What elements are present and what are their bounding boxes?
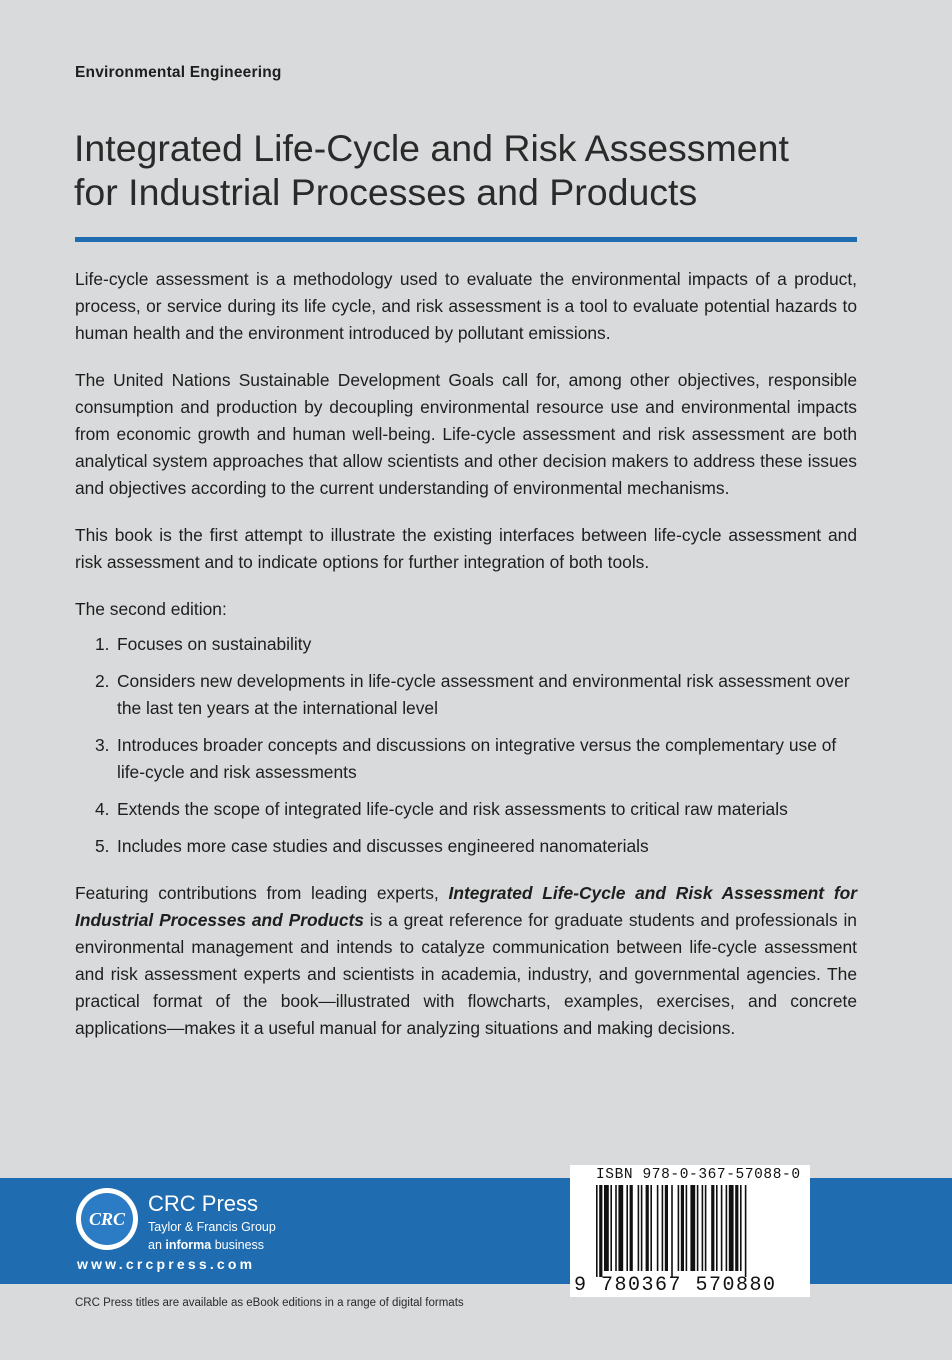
business-suffix: business — [211, 1238, 265, 1252]
barcode-bar — [711, 1185, 714, 1271]
barcode-bar — [638, 1185, 640, 1271]
business-name: informa — [165, 1238, 212, 1252]
barcode-bar — [726, 1185, 728, 1271]
barcode-bar — [626, 1185, 628, 1271]
list-item-number: 3. — [95, 735, 110, 755]
publisher-name: CRC Press — [148, 1191, 259, 1216]
business-prefix: an — [148, 1238, 166, 1252]
title-line-2: for Industrial Processes and Products — [74, 171, 698, 213]
barcode-digits: 9 780367 570880 — [574, 1274, 777, 1297]
list-item-text: Extends the scope of integrated life-cycle and risk assessments to critical raw materials — [117, 799, 788, 819]
barcode-bar — [678, 1185, 680, 1271]
list-intro: The second edition: — [75, 599, 227, 619]
barcode-bar — [681, 1185, 684, 1271]
barcode-bar — [650, 1185, 652, 1271]
paragraph-sdg: The United Nations Sustainable Development Goals call for, among other objectives, responsible consumption and production by decoupling environmental resource use and environmental impacts from economic growth and human well-being. Life-cycle assessment and risk assessment are both analytical system approaches that allow scientists and other decision makers to address these issues and objectives according to the current understanding of environmental mechanisms. — [75, 370, 857, 498]
barcode-bar — [690, 1185, 695, 1271]
list-item — [75, 668, 857, 722]
list-item-number: 1. — [95, 634, 110, 654]
list-item — [75, 631, 857, 658]
list-item-number: 2. — [95, 671, 110, 691]
barcode-bar — [686, 1185, 688, 1271]
list-item-text: Includes more case studies and discusses engineered nanomaterials — [117, 836, 649, 856]
ebook-availability-note: CRC Press titles are available as eBook editions in a range of digital formats — [75, 1297, 464, 1309]
list-item — [75, 732, 857, 786]
barcode-bar — [697, 1185, 699, 1271]
description — [75, 266, 857, 1062]
book-title — [74, 126, 874, 214]
barcode-bar — [671, 1185, 673, 1277]
barcode-bar — [729, 1185, 734, 1271]
barcode-bar — [745, 1185, 747, 1277]
barcode-bar — [604, 1185, 609, 1271]
publisher-group: Taylor & Francis Group — [148, 1220, 276, 1234]
closing-book-title: Integrated Life-Cycle and Risk Assessment for Industrial Processes and Products — [75, 883, 857, 930]
isbn-barcode — [570, 1165, 810, 1297]
paragraph-purpose: This book is the first attempt to illustrate the existing interfaces between life-cycle assessment and risk assessment and to indicate options for further integration of both tools. — [75, 525, 857, 572]
title-divider — [75, 237, 857, 242]
barcode-bar — [641, 1185, 643, 1271]
barcode-bar — [721, 1185, 723, 1271]
barcode-bar — [618, 1185, 623, 1271]
list-item-text: Introduces broader concepts and discussions on integrative versus the complementary use of life-cycle and risk assessments — [117, 735, 837, 782]
closing-text-after: is a great reference for graduate students and professionals in environmental management and intends to catalyze communication between life-cycle assessment and risk assessment experts and scientists in academia, industry, and governmental agencies. The practical format of the book—illustrated with flowcharts, examples, exercises, and concrete applications—makes it a useful manual for analyzing situations and making decisions. — [75, 910, 857, 1038]
list-item-number: 5. — [95, 836, 110, 856]
paragraph-intro: Life-cycle assessment is a methodology used to evaluate the environmental impacts of a product, process, or service during its life cycle, and risk assessment is a tool to evaluate potential hazards to human health and the environment introduced by pollutant emissions. — [75, 269, 857, 343]
barcode-bar — [615, 1185, 617, 1271]
barcode-bar — [665, 1185, 668, 1271]
barcode-bar — [702, 1185, 704, 1271]
list-item-text: Focuses on sustainability — [117, 634, 312, 654]
barcode-bar — [599, 1185, 602, 1277]
paragraph-closing — [75, 880, 857, 1042]
barcode-bar — [740, 1185, 742, 1271]
barcode-bar — [610, 1185, 612, 1271]
crc-logo-icon — [76, 1188, 138, 1250]
edition-features-list — [75, 631, 857, 860]
barcode-bar — [705, 1185, 707, 1271]
barcode-bar — [596, 1185, 598, 1277]
isbn-label: ISBN 978-0-367-57088-0 — [596, 1167, 801, 1183]
publisher-business — [148, 1238, 264, 1252]
title-line-1: Integrated Life-Cycle and Risk Assessment — [74, 127, 789, 169]
series-label: Environmental Engineering — [75, 64, 282, 81]
barcode-bar — [646, 1185, 649, 1271]
list-item-number: 4. — [95, 799, 110, 819]
barcode-bars-icon — [596, 1185, 806, 1277]
barcode-bar — [716, 1185, 718, 1271]
barcode-bar — [735, 1185, 738, 1271]
barcode-bar — [662, 1185, 664, 1271]
publisher-website: www.crcpress.com — [77, 1256, 256, 1272]
barcode-bar — [630, 1185, 633, 1271]
list-item — [75, 796, 857, 823]
list-item — [75, 833, 857, 860]
closing-text-before: Featuring contributions from leading experts, — [75, 883, 449, 903]
list-item-text: Considers new developments in life-cycle assessment and environmental risk assessment over the last ten years at the international level — [117, 671, 850, 718]
barcode-bar — [657, 1185, 659, 1271]
crc-logo-text: CRC — [81, 1193, 133, 1245]
